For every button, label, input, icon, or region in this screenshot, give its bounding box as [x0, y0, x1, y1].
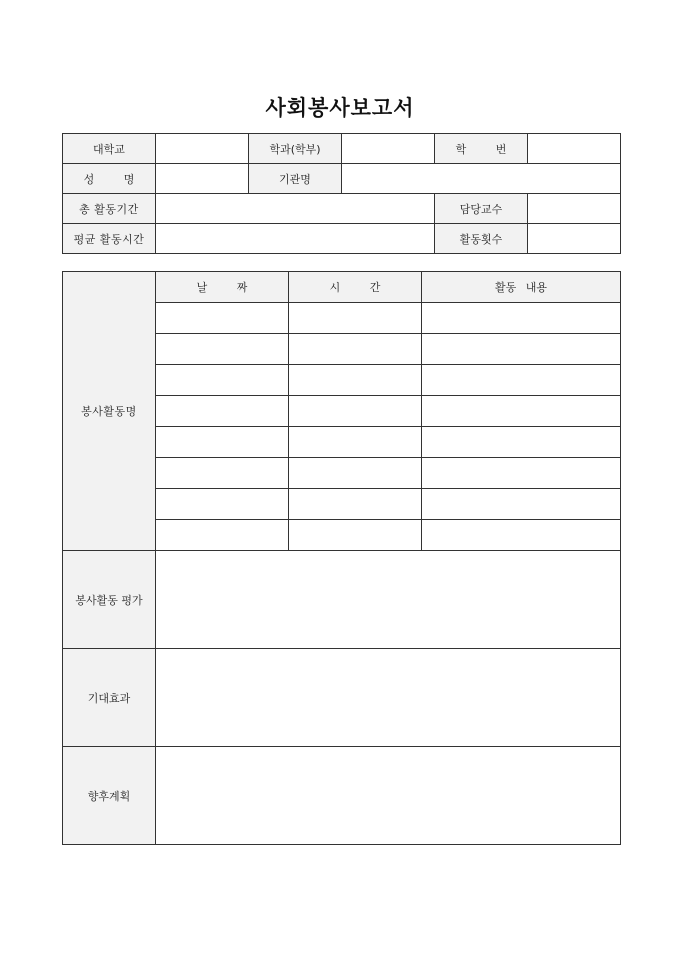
date-cell[interactable] [156, 427, 289, 458]
date-cell[interactable] [156, 365, 289, 396]
time-cell[interactable] [289, 303, 422, 334]
advisor-label: 담당교수 [435, 194, 528, 224]
total-period-label: 총 활동기간 [63, 194, 156, 224]
date-cell[interactable] [156, 396, 289, 427]
time-cell[interactable] [289, 396, 422, 427]
university-field[interactable] [156, 134, 249, 164]
date-cell[interactable] [156, 520, 289, 551]
name-field[interactable] [156, 164, 249, 194]
count-field[interactable] [528, 224, 621, 254]
content-cell[interactable] [422, 303, 621, 334]
col-time-header: 시 간 [289, 272, 422, 303]
name-label: 성 명 [63, 164, 156, 194]
time-cell[interactable] [289, 365, 422, 396]
col-date-header: 날 짜 [156, 272, 289, 303]
expected-effect-field[interactable] [156, 649, 621, 747]
date-cell[interactable] [156, 303, 289, 334]
activity-table [62, 271, 621, 845]
count-label: 활동횟수 [435, 224, 528, 254]
department-label: 학과(학부) [249, 134, 342, 164]
content-cell[interactable] [422, 458, 621, 489]
col-content-header: 활동 내용 [422, 272, 621, 303]
content-cell[interactable] [422, 334, 621, 365]
future-plan-field[interactable] [156, 747, 621, 845]
time-cell[interactable] [289, 334, 422, 365]
institution-field[interactable] [342, 164, 621, 194]
avg-hours-label: 평균 활동시간 [63, 224, 156, 254]
evaluation-field[interactable] [156, 551, 621, 649]
avg-hours-field[interactable] [156, 224, 435, 254]
student-id-field[interactable] [528, 134, 621, 164]
time-cell[interactable] [289, 427, 422, 458]
content-cell[interactable] [422, 396, 621, 427]
time-cell[interactable] [289, 458, 422, 489]
document-title: 사회봉사보고서 [265, 96, 415, 120]
date-cell[interactable] [156, 334, 289, 365]
activity-name-label: 봉사활동명 [63, 272, 156, 551]
content-cell[interactable] [422, 365, 621, 396]
expected-effect-label: 기대효과 [63, 649, 156, 747]
institution-label: 기관명 [249, 164, 342, 194]
advisor-field[interactable] [528, 194, 621, 224]
date-cell[interactable] [156, 489, 289, 520]
content-cell[interactable] [422, 427, 621, 458]
future-plan-label: 향후계획 [63, 747, 156, 845]
content-cell[interactable] [422, 520, 621, 551]
department-field[interactable] [342, 134, 435, 164]
info-table [62, 133, 621, 254]
evaluation-label: 봉사활동 평가 [63, 551, 156, 649]
student-id-label: 학 번 [435, 134, 528, 164]
time-cell[interactable] [289, 489, 422, 520]
content-cell[interactable] [422, 489, 621, 520]
total-period-field[interactable] [156, 194, 435, 224]
date-cell[interactable] [156, 458, 289, 489]
time-cell[interactable] [289, 520, 422, 551]
university-label: 대학교 [63, 134, 156, 164]
